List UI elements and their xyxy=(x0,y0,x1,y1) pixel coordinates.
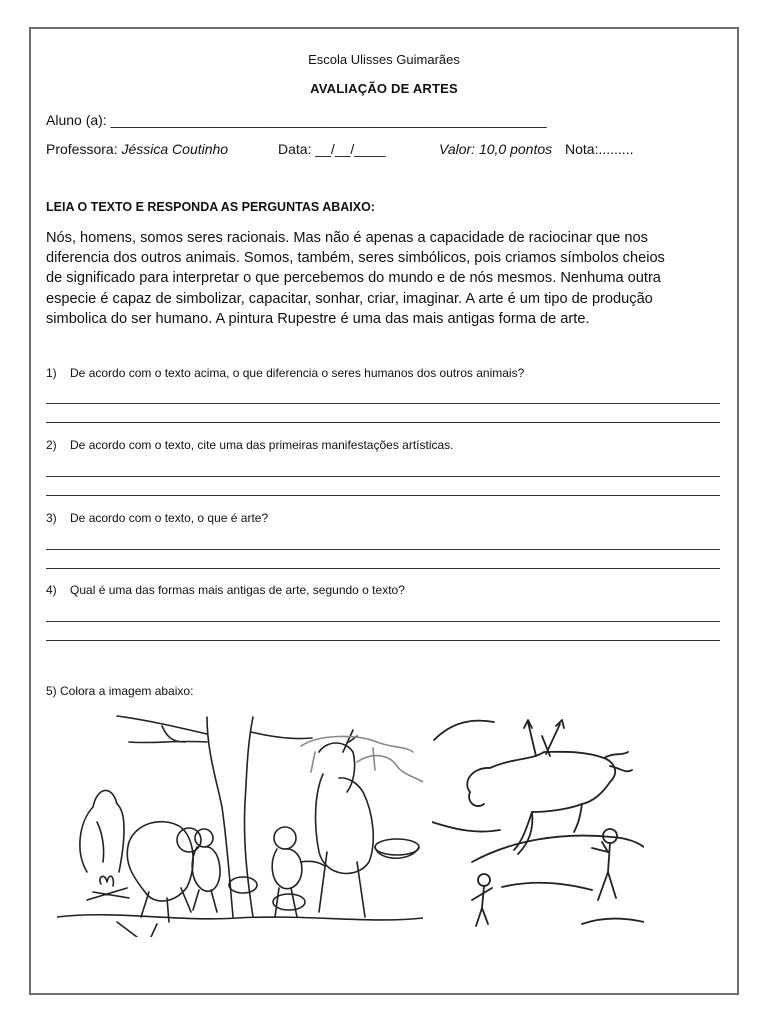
date-field xyxy=(278,141,385,157)
question-4 xyxy=(46,583,405,597)
answer-line[interactable] xyxy=(46,549,720,550)
text-line: diferencia dos outros animais. Somos, também, seres simbólicos, pois criamos símbolos cheios xyxy=(46,250,665,267)
question-2 xyxy=(46,438,454,452)
exam-title: AVALIAÇÃO DE ARTES xyxy=(310,81,458,96)
answer-line[interactable] xyxy=(46,495,720,496)
cave-wall-icon xyxy=(432,721,644,924)
answer-line[interactable] xyxy=(46,621,720,622)
teacher-name: Jéssica Coutinho xyxy=(121,141,229,157)
question-number: 2) xyxy=(46,438,57,452)
grade-field[interactable]: Nota:......... xyxy=(565,141,634,157)
horse-icon xyxy=(467,752,632,854)
teacher-field xyxy=(46,141,228,157)
value-text: Valor: 10,0 pontos xyxy=(439,141,553,157)
reading-text xyxy=(46,228,726,329)
archer-figure-icon xyxy=(592,829,617,900)
question-number: 1) xyxy=(46,366,57,380)
answer-line[interactable] xyxy=(46,403,720,404)
question-number: 3) xyxy=(46,511,57,525)
instructions: LEIA O TEXTO E RESPONDA AS PERGUNTAS ABAIXO: xyxy=(46,200,375,214)
student-name-blank[interactable]: ________________________________________________________ xyxy=(110,112,547,128)
text-line: especie é capaz de simbolizar, capacitar, sonhar, criar, imaginar. A arte é um tipo de produção xyxy=(46,290,653,307)
question-text: De acordo com o texto, o que é arte? xyxy=(70,511,269,525)
date-label: Data: xyxy=(278,141,312,157)
question-3 xyxy=(46,511,268,525)
cave-painting-drawing[interactable] xyxy=(432,712,644,937)
arrows-icon xyxy=(524,720,564,756)
adult-caveman-icon xyxy=(127,822,201,922)
student-label: Aluno (a): xyxy=(46,112,107,128)
answer-line[interactable] xyxy=(46,476,720,477)
teacher-label: Professora: xyxy=(46,141,118,157)
cave-animal-sketch-icon xyxy=(301,736,423,782)
answer-line[interactable] xyxy=(46,640,720,641)
answer-line[interactable] xyxy=(46,568,720,569)
tree-icon xyxy=(117,716,312,917)
text-line: de significado para interpretar o que percebemos do mundo e de nós mesmos. Nenhuma outra xyxy=(46,270,661,287)
bush-icon xyxy=(80,790,124,872)
hunter-figure-icon xyxy=(472,874,492,926)
question-text: Qual é uma das formas mais antigas de arte, segundo o texto? xyxy=(70,583,405,597)
fire-icon xyxy=(87,876,129,900)
prehistoric-family-drawing[interactable] xyxy=(57,712,423,937)
child-icon xyxy=(192,829,220,912)
ground-icon xyxy=(57,915,423,937)
question-text: De acordo com o texto acima, o que diferencia o seres humanos dos outros animais? xyxy=(70,366,525,380)
question-text: De acordo com o texto, cite uma das primeiras manifestações artísticas. xyxy=(70,438,454,452)
text-line: simbolica do ser humano. A pintura Rupestre é uma das mais antigas forma de arte. xyxy=(46,310,590,327)
question-number: 4) xyxy=(46,583,57,597)
text-line: Nós, homens, somos seres racionais. Mas não é apenas a capacidade de raciocinar que nos xyxy=(46,230,648,246)
question-5: 5) Colora a imagem abaixo: xyxy=(46,684,194,698)
answer-line[interactable] xyxy=(46,422,720,423)
school-name: Escola Ulisses Guimarães xyxy=(308,52,460,67)
date-blank[interactable]: __/__/____ xyxy=(315,141,386,157)
student-row xyxy=(46,112,547,128)
question-1 xyxy=(46,366,524,380)
